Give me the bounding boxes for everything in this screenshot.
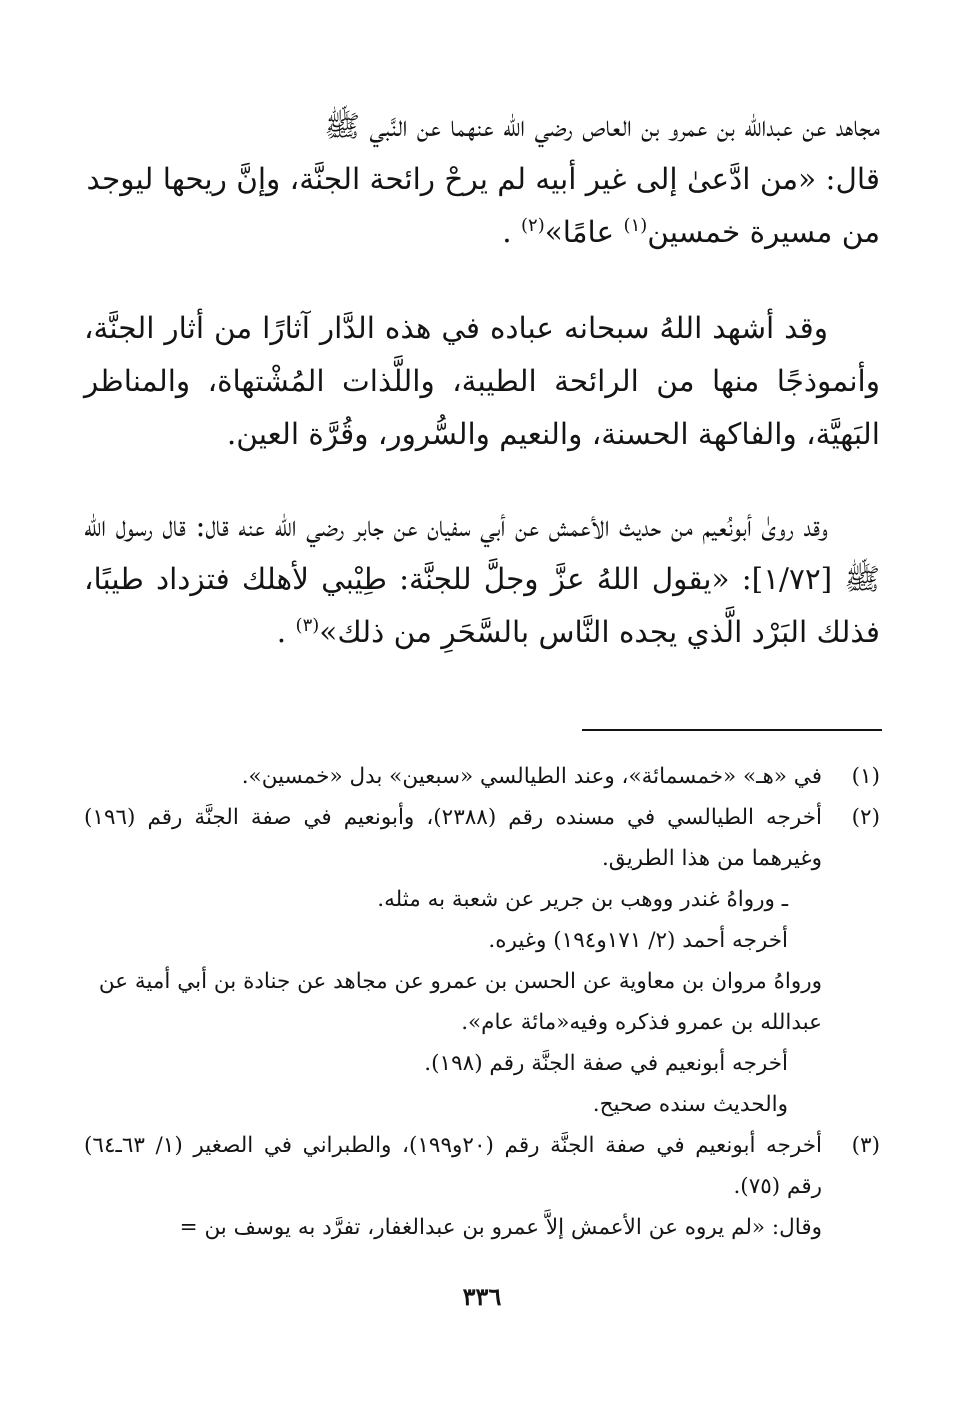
paragraph-1-line-3-text: من مسيرة خمسين (647, 215, 880, 249)
footnote-1-number: (١) (851, 764, 880, 789)
paragraph-2 (84, 302, 880, 461)
footnote-2-number: (٢) (851, 805, 880, 830)
footnote-ref-1[interactable]: (١) (623, 215, 648, 237)
footnote-2-line-1: ـ ورواهُ غندر ووهب بن جرير عن شعبة به مثله. (377, 887, 788, 912)
paragraph-3-text: وقد روىٰ أبونُعيم من حديث الأعمش عن أبي سفيان عن جابر رضي الله عنه قال: قال رسول الله ﷺ [١/٧٢]: «يقول اللهُ عزَّ وجلَّ للجنَّة: طِيْبي لأهلك فتزداد طيبًا، فذلك البَرْد الَّذي يجده النَّاس بالسَّحَرِ من ذلك» (84, 509, 880, 649)
footnote-2-line-5: والحديث سنده صحيح. (592, 1092, 788, 1117)
footnote-1-text: في «هـ» «خمسمائة»، وعند الطيالسي «سبعين» بدل «خمسين». (241, 764, 822, 789)
paragraph-1-line-2: قال: «من ادَّعىٰ إلى غير أبيه لم يرحْ رائحة الجنَّة، وإنَّ ريحها ليوجد (86, 162, 880, 196)
footnotes (84, 756, 880, 1248)
footnote-separator (582, 729, 882, 731)
paragraph-3 (84, 500, 880, 659)
footnote-2-line-4: أخرجه أبونعيم في صفة الجنَّة رقم (١٩٨). (424, 1051, 788, 1076)
paragraph-3-end: . (276, 615, 287, 649)
paragraph-1-tail: عامًا» (544, 215, 624, 249)
paragraph-3-line (84, 500, 880, 659)
footnote-3-continuation: وقال: «لم يروه عن الأعمش إلاَّ عمرو بن عبدالغفار، تفرَّد به يوسف بن = (179, 1215, 822, 1240)
footnote-3-number: (٣) (851, 1133, 880, 1158)
footnote-2-line-3: ورواهُ مروان بن معاوية عن الحسن بن عمرو عن مجاهد عن جنادة بن أبي أمية عن عبدالله بن عمرو فذكره وفيه«مائة عام». (98, 969, 822, 1035)
footnote-ref-3[interactable]: (٣) (295, 615, 320, 637)
paragraph-1-line-1: مجاهد عن عبدالله بن عمرو بن العاص رضي الله عنهما عن النَّبي ﷺ (324, 109, 880, 143)
footnote-3 (84, 1125, 880, 1207)
paragraph-1-line-3 (84, 206, 880, 259)
footnote-2-line-2: أخرجه أحمد (٢/ ١٧١و١٩٤) وغيره. (488, 928, 788, 953)
footnote-1 (84, 756, 880, 797)
paragraph-1 (84, 100, 880, 259)
page-number: ٣٣٦ (462, 1282, 502, 1311)
paragraph-2-text: وقد أشهد اللهُ سبحانه عباده في هذه الدَّار آثارًا من أثار الجنَّة، وأنموذجًا منها من الرائحة الطيبة، واللَّذات المُشْتهاة، والمناظر البَهيَّة، والفاكهة الحسنة، والنعيم والسُّرور، وقُرَّة العين. (84, 311, 880, 451)
footnote-3-text: أخرجه أبونعيم في صفة الجنَّة رقم (٢٠و١٩٩)، والطبراني في الصغير (١/ ٦٣ـ٦٤) رقم (٧٥). (84, 1133, 822, 1199)
footnote-2 (84, 797, 880, 879)
footnote-ref-2[interactable]: (٢) (520, 215, 545, 237)
paragraph-1-end: . (502, 215, 512, 249)
footnote-2-text: أخرجه الطيالسي في مسنده رقم (٢٣٨٨)، وأبونعيم في صفة الجنَّة رقم (١٩٦) وغيرهما من هذا الطريق. (84, 805, 822, 871)
